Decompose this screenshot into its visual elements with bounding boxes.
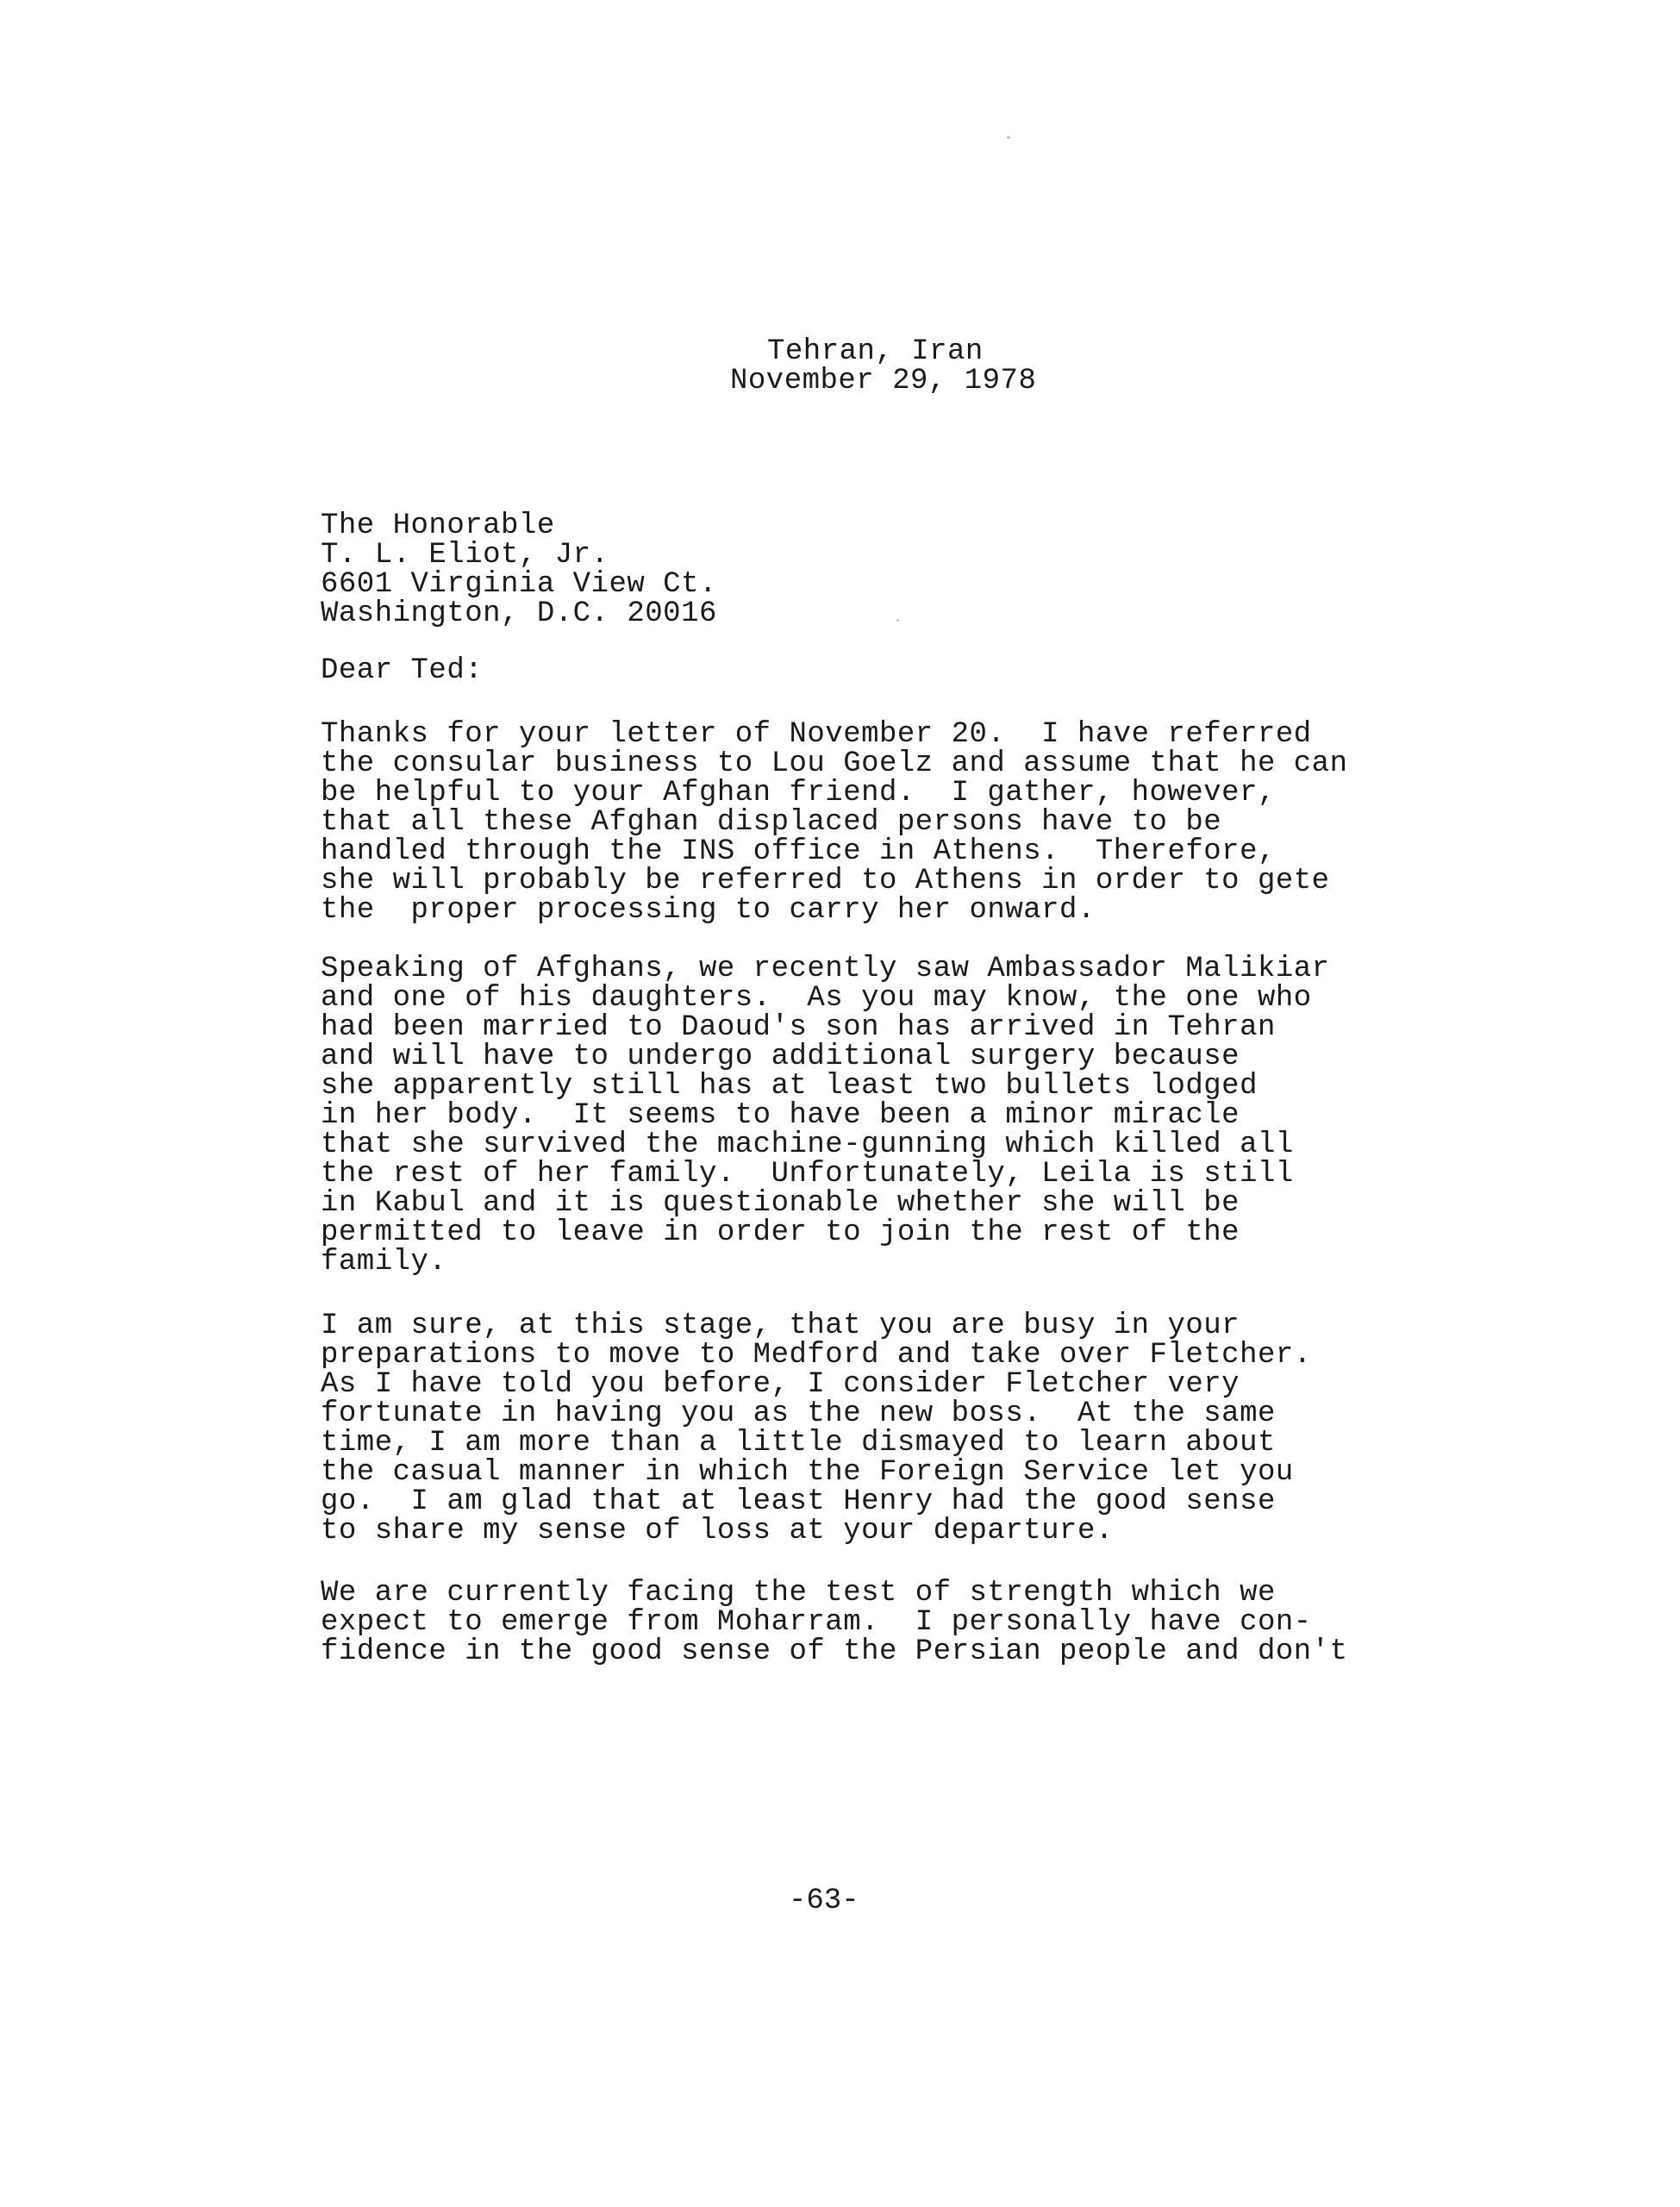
page-number: -63- <box>789 1885 859 1917</box>
paragraph-4-line: fidence in the good sense of the Persian people and don't <box>321 1635 1348 1668</box>
paragraph-1-line: the consular business to Lou Goelz and assume that he can <box>321 747 1348 780</box>
paragraph-1-line: Thanks for your letter of November 20. I have referred <box>321 718 1312 751</box>
address-line: T. L. Eliot, Jr. <box>321 539 609 572</box>
paragraph-1-line: the proper processing to carry her onward. <box>321 894 1096 927</box>
paragraph-3-line: the casual manner in which the Foreign Service let you <box>321 1456 1294 1489</box>
paragraph-2-line: the rest of her family. Unfortunately, Leila is still <box>321 1158 1294 1191</box>
paragraph-3-line: time, I am more than a little dismayed to learn about <box>321 1427 1276 1460</box>
paragraph-3-line: to share my sense of loss at your departure. <box>321 1515 1114 1547</box>
address-line: Washington, D.C. 20016 <box>321 597 717 630</box>
scan-speck <box>896 619 899 622</box>
paragraph-1-line: she will probably be referred to Athens in order to gete <box>321 865 1330 897</box>
paragraph-2-line: in Kabul and it is questionable whether she will be <box>321 1187 1240 1220</box>
letter-date: November 29, 1978 <box>730 365 1037 397</box>
paragraph-2-line: that she survived the machine-gunning which killed all <box>321 1129 1294 1161</box>
paragraph-4-line: expect to emerge from Moharram. I personally have con- <box>321 1606 1312 1639</box>
paragraph-2-line: had been married to Daoud's son has arrived in Tehran <box>321 1011 1276 1044</box>
paragraph-2-line: Speaking of Afghans, we recently saw Ambassador Malikiar <box>321 953 1330 985</box>
paragraph-2-line: permitted to leave in order to join the rest of the <box>321 1216 1240 1249</box>
paragraph-2-line: and will have to undergo additional surgery because <box>321 1041 1240 1073</box>
paragraph-3-line: As I have told you before, I consider Fletcher very <box>321 1368 1240 1401</box>
paragraph-2-line: she apparently still has at least two bullets lodged <box>321 1070 1258 1103</box>
paragraph-2-line: family. <box>321 1246 447 1279</box>
paragraph-3-line: fortunate in having you as the new boss. At the same <box>321 1397 1276 1430</box>
paragraph-1-line: handled through the INS office in Athens. Therefore, <box>321 835 1276 868</box>
paragraph-3-line: I am sure, at this stage, that you are busy in your <box>321 1310 1240 1342</box>
paragraph-2-line: in her body. It seems to have been a minor miracle <box>321 1099 1240 1132</box>
paragraph-1-line: be helpful to your Afghan friend. I gather, however, <box>321 777 1276 810</box>
paragraph-2-line: and one of his daughters. As you may know, the one who <box>321 982 1312 1015</box>
paragraph-3-line: go. I am glad that at least Henry had the good sense <box>321 1485 1276 1518</box>
paragraph-4-line: We are currently facing the test of strength which we <box>321 1577 1276 1610</box>
paragraph-1-line: that all these Afghan displaced persons have to be <box>321 806 1222 839</box>
address-line: The Honorable <box>321 510 555 542</box>
scan-speck <box>1007 136 1010 139</box>
paragraph-3-line: preparations to move to Medford and take over Fletcher. <box>321 1339 1312 1372</box>
letter-place: Tehran, Iran <box>767 335 984 368</box>
salutation: Dear Ted: <box>321 654 484 687</box>
address-line: 6601 Virginia View Ct. <box>321 568 717 601</box>
